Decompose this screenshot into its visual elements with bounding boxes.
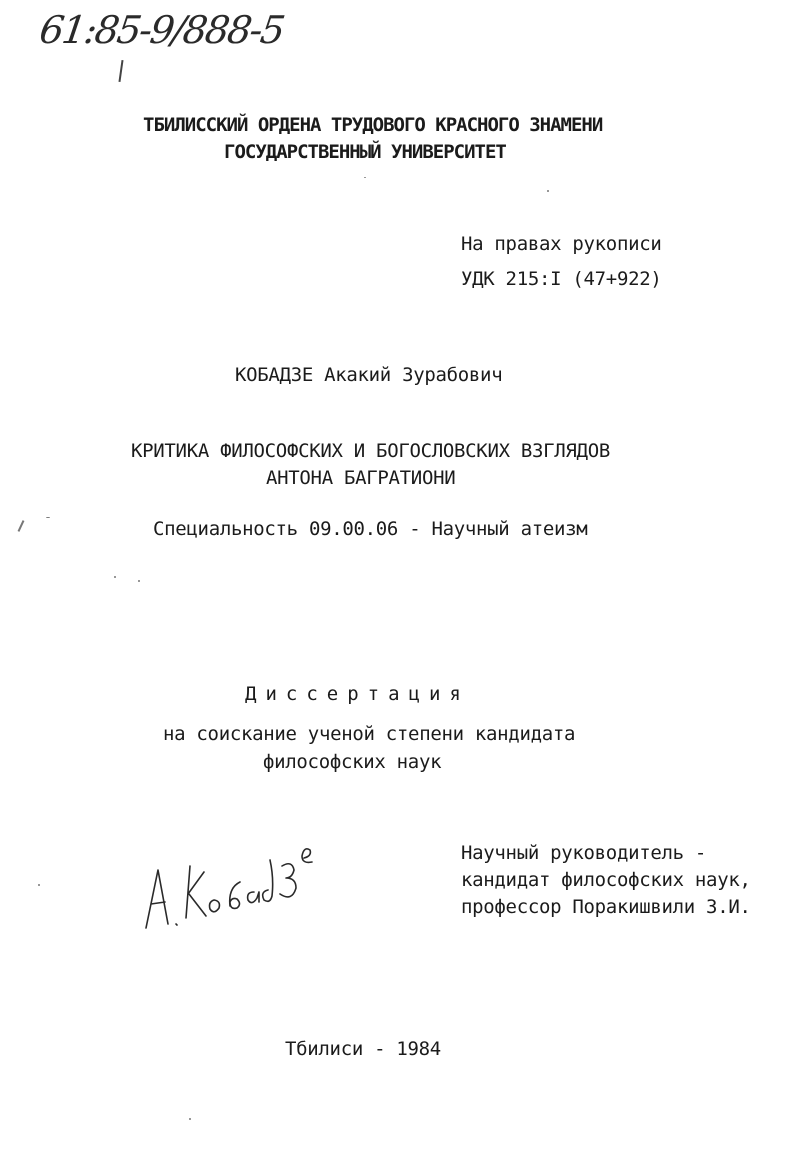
thesis-title-line-2: АНТОНА БАГРАТИОНИ bbox=[266, 467, 456, 489]
degree-line-1: на соискание ученой степени кандидата bbox=[163, 723, 576, 745]
thesis-title-line-1: КРИТИКА ФИЛОСОФСКИХ И БОГОСЛОВСКИХ ВЗГЛЯДОВ bbox=[131, 440, 610, 462]
supervisor-line-2: кандидат философских наук, bbox=[461, 869, 751, 891]
archive-mark: 61:85-9/888-5 bbox=[36, 8, 286, 52]
author-signature bbox=[138, 830, 338, 940]
manuscript-rights: На правах рукописи bbox=[461, 233, 662, 255]
scan-speck bbox=[38, 884, 40, 886]
city-year: Тбилиси - 1984 bbox=[285, 1038, 441, 1060]
scan-speck bbox=[18, 520, 25, 532]
supervisor-line-1: Научный руководитель - bbox=[461, 842, 707, 864]
scan-speck bbox=[189, 1118, 191, 1120]
udk-code: УДК 215:I (47+922) bbox=[461, 268, 662, 290]
specialty: Специальность 09.00.06 - Научный атеизм bbox=[153, 518, 588, 540]
document-type: Диссертация bbox=[245, 683, 470, 705]
scan-speck bbox=[138, 580, 140, 582]
archive-mark-underline bbox=[118, 60, 123, 82]
author-name: КОБАДЗЕ Акакий Зурабович bbox=[235, 364, 503, 386]
scan-speck bbox=[547, 190, 549, 192]
scan-speck bbox=[114, 576, 116, 578]
supervisor-line-3: профессор Поракишвили З.И. bbox=[461, 896, 751, 918]
institution-line-2: ГОСУДАРСТВЕННЫЙ УНИВЕРСИТЕТ bbox=[224, 141, 506, 163]
institution-line-1: ТБИЛИССКИЙ ОРДЕНА ТРУДОВОГО КРАСНОГО ЗНАМЕНИ bbox=[143, 114, 603, 136]
scan-speck bbox=[364, 177, 366, 178]
scan-speck bbox=[46, 517, 50, 518]
degree-line-2: философских наук bbox=[263, 751, 442, 773]
